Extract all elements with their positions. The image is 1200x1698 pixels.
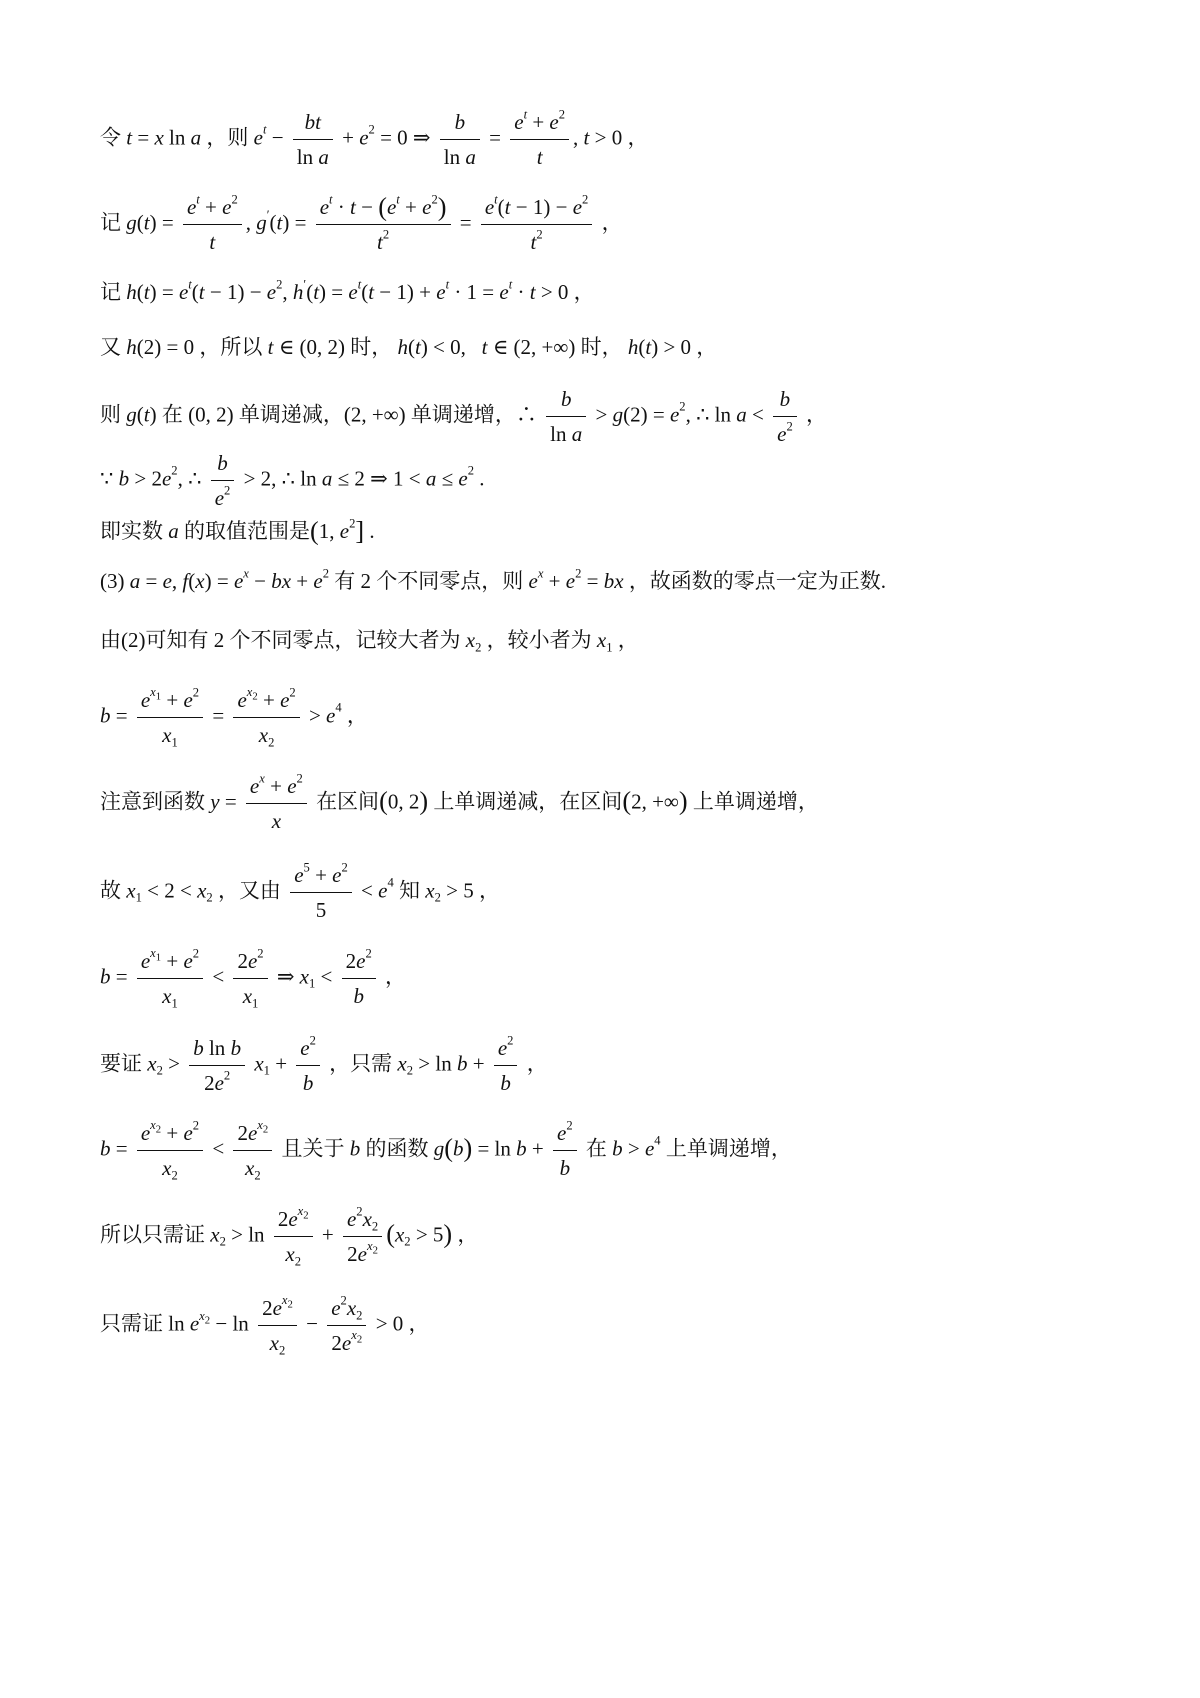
math-line-2: 记 g(t) = $\frac{e^t + e^2}{t}$ , g′(t) = $\frac{e^t \cdot t - (e^t + e^2)}{t^2}$ = $\frac{e^t(t - 1) - e^2}{t^2}$ ， (100, 192, 623, 255)
math-line-10: b = $\frac{e^{x_1} + e^2}{x_1}$ = $\frac{e^{x_2} + e^2}{x_2}$ > $e^4$ ， (100, 685, 368, 750)
math-line-4: 又 h(2) = 0 ，所以 t ∈ (0, 2) 时， h(t) < 0, t ∈ (2, +∞) 时， h(t) > 0 ， (100, 335, 718, 359)
math-line-15: b = $\frac{e^{x_2} + e^2}{x_2}$ < $\frac{2e^{x_2}}{x_2}$ 且关于 b 的函数 g(b) = ln b + $\frac{e^2}{b}$ 在 $b > e^4$ 上单调递增， (100, 1118, 792, 1183)
math-line-13: b = $\frac{e^{x_1} + e^2}{x_1}$ < $\frac{2e^2}{x_1}$ ⇒ $x_1$ < $\frac{2e^2}{b}$ ， (100, 946, 407, 1011)
math-line-1: 令 t = x ln a ，则 $e^t$ − $\frac{bt}{\text{ln a}}$ + $e^2 = 0$ ⇒ $\frac{b}{\text{ln a}}$ = $\frac{e^t + e^2}{t}$ , t > 0 ， (100, 107, 649, 169)
math-line-5: 则 g(t) 在 (0, 2) 单调递减，(2, +∞) 单调递增，∴ $\frac{b}{\text{ln a}}$ > $g(2) = e^2$, ∴ ln a < $\frac{b}{e^2}$ ， (100, 387, 827, 446)
math-line-6: ∵ $b > 2e^2$, ∴ $\frac{b}{e^2}$ > 2, ∴ ln a ≤ 2 ⇒ $1 < a \le e^2$ . (100, 451, 485, 510)
math-line-8: (3) a = e, $f(x) = e^x$ − bx + $e^2$ 有 2 个不同零点，则 $e^x + e^2$ = bx ，故函数的零点一定为正数. (100, 566, 887, 593)
math-line-11: 注意到函数 y = $\frac{e^x + e^2}{x}$ 在区间(0, 2) 上单调递减，在区间(2, +∞) 上单调递增， (100, 771, 819, 833)
math-line-3: 记 $h(t) = e^t(t - 1) - e^2$, $h'(t) = e^t(t - 1) + e^t \cdot 1 = e^t \cdot t > 0$ ， (100, 277, 595, 304)
math-line-12: 故 $x_1 < 2 < x_2$ ，又由 $\frac{e^5 + e^2}{5}$ < $e^4$ 知 $x_2 > 5$ ， (100, 860, 500, 922)
math-line-17: 只需证 $\ln e^{x_2} - \ln$ $\frac{2e^{x_2}}{x_2}$ − $\frac{e^2x_2}{2e^{x_2}}$ > 0 ， (100, 1293, 430, 1358)
math-line-9: 由(2)可知有 2 个不同零点，记较大者为 $x_2$ ，较小者为 $x_1$ ， (100, 628, 639, 655)
math-line-7: 即实数 a 的取值范围是(1, $e^2$] . (100, 516, 375, 546)
math-line-14: 要证 $x_2$ > $\frac{\text{b ln b}}{2e^2}$ $x_1$ + $\frac{e^2}{b}$ ，只需 $x_2 > \ln b$ + $\frac{e^2}{b}$ ， (100, 1033, 548, 1095)
math-line-16: 所以只需证 $x_2 > \ln$ $\frac{2e^{x_2}}{x_2}$ + $\frac{e^2x_2}{2e^{x_2}}$ $(x_2 > 5)$ ， (100, 1204, 479, 1269)
